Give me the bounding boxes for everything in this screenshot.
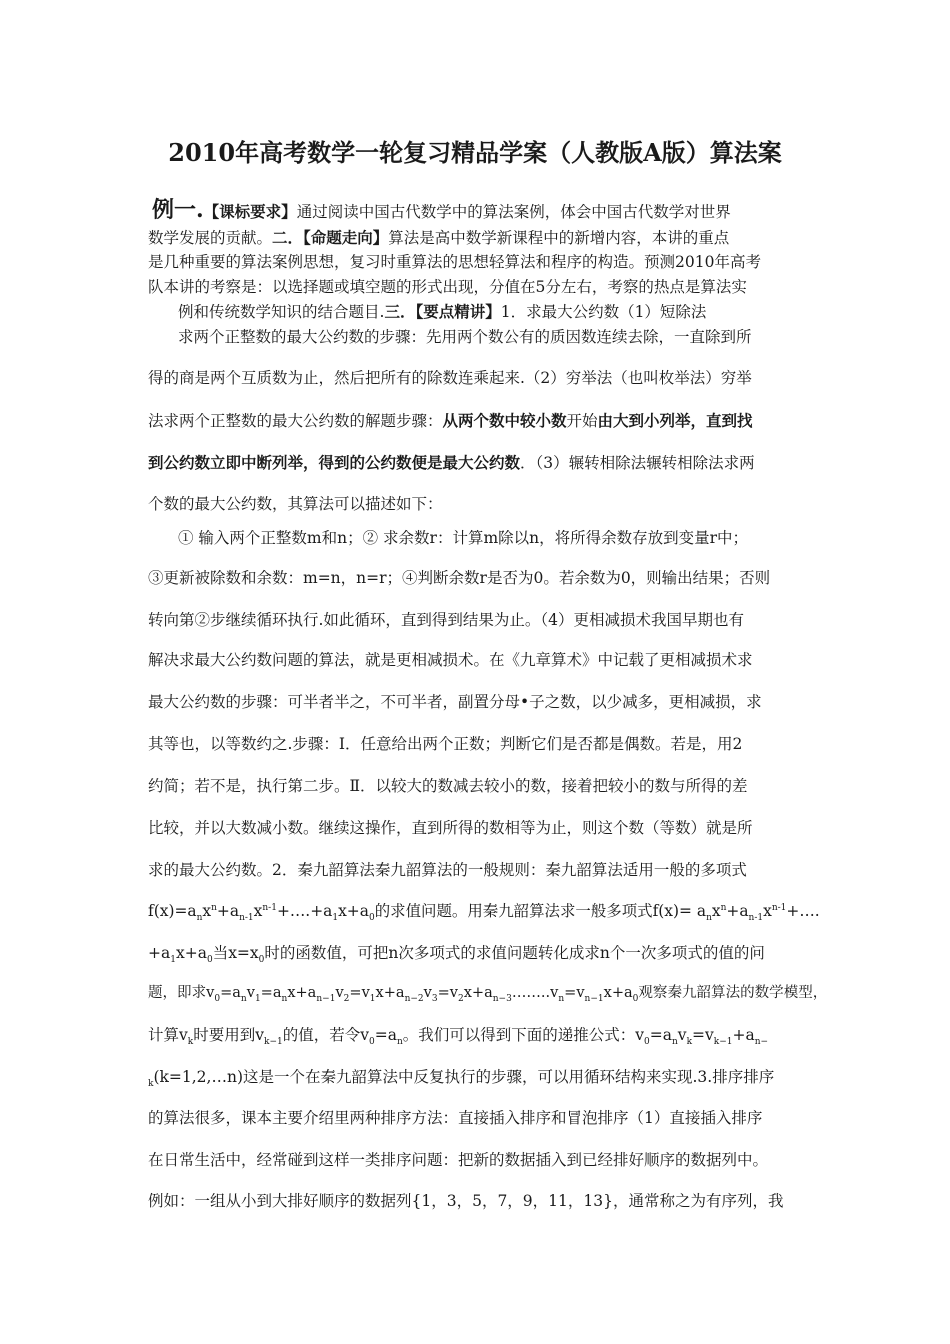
text-run: 的求值问题。用秦九韶算法求一般多项式f(x)= a [374, 902, 707, 920]
text-line [148, 566, 770, 588]
text-run: +…. [786, 902, 820, 920]
text-run: =v [349, 985, 370, 1001]
text-run: 3 [431, 993, 438, 1004]
text-run: n− [754, 1037, 769, 1048]
text-run: 的算法很多，课本主要介绍里两种排序方法：直接插入排序和冒泡排序（1）直接插入排序 [148, 1109, 763, 1127]
text-line [148, 774, 748, 796]
text-run: 例一. [152, 197, 204, 223]
text-run: x+a [175, 944, 207, 962]
text-run: 计算v [148, 1026, 188, 1044]
text-line [148, 608, 744, 630]
text-run: 比较，并以大数减小数。继续这操作，直到所得的数相等为止，则这个数（等数）就是所 [148, 819, 753, 837]
text-run: n-1 [771, 902, 787, 913]
text-run: =a [220, 985, 241, 1001]
text-line [148, 1065, 775, 1090]
text-run: 转向第②步继续循环执行.如此循环，直到得到结果为止。（4）更相减损术我国早期也有 [148, 611, 745, 629]
text-run: 。我们可以得到下面的递推公式：v [402, 1026, 645, 1044]
text-run: +a [148, 944, 171, 962]
text-run: +….+a [276, 902, 333, 920]
text-run: n [196, 913, 203, 924]
text-run: n [720, 902, 727, 913]
text-run: 当x=x [212, 944, 259, 962]
text-run: 1 [170, 955, 176, 966]
text-line [148, 275, 747, 297]
text-line [148, 941, 765, 966]
text-run: n [281, 993, 288, 1004]
text-run: =v [564, 985, 585, 1001]
text-run: 在日常生活中，经常碰到这样一类排序问题：把新的数据插入到已经排好顺序的数据列中。 [148, 1151, 769, 1169]
text-run: ① 输入两个正整数m和n；② 求余数r：计算m除以n，将所得余数存放到变量r中； [178, 529, 749, 547]
text-run: +a [732, 1026, 755, 1044]
text-run: 约简；若不是，执行第二步。Ⅱ．以较大的数减去较小的数，接着把较小的数与所得的差 [148, 777, 748, 795]
text-run: v [335, 985, 344, 1001]
text-run: 最大公约数的步骤：可半者半之，不可半者，副置分母•子之数，以少减多，更相减损，求 [148, 693, 762, 711]
text-run: +a [726, 902, 749, 920]
text-run: n [558, 993, 565, 1004]
text-run: n [396, 1037, 403, 1048]
text-run: n−1 [584, 993, 604, 1004]
text-run: 解决求最大公约数问题的算法，就是更相减损术。在《九章算术》中记载了更相减损术求 [148, 651, 753, 669]
text-run: 0 [644, 1037, 650, 1048]
text-run: 1 [332, 913, 339, 924]
text-run: x [711, 902, 721, 920]
text-line [148, 1023, 769, 1048]
text-run: k−1 [713, 1037, 733, 1048]
text-line [148, 250, 761, 272]
text-run: x [202, 902, 212, 920]
text-run: f(x)=a [148, 902, 197, 920]
text-run: k [148, 1079, 154, 1090]
text-run: 0 [258, 955, 265, 966]
text-run: 开始 [566, 412, 598, 430]
text-run: n-1 [748, 913, 764, 924]
text-line [178, 325, 752, 347]
text-run: v [246, 985, 255, 1001]
text-run: 求的最大公约数。2．秦九韶算法秦九韶算法的一般规则：秦九韶算法适用一般的多项式 [148, 861, 747, 879]
text-run: +a [216, 902, 240, 920]
text-run: =a [649, 1026, 672, 1044]
text-line [148, 451, 755, 473]
text-run: 时要用到v [193, 1026, 264, 1044]
text-run: ……..v [511, 985, 559, 1001]
text-run: 是几种重要的算法案例思想，复习时重算法的思想轻算法和程序的构造。预测2010年高考 [148, 253, 761, 271]
text-line [148, 1106, 762, 1128]
text-run: 法求两个正整数的最大公约数的解题步骤： [148, 412, 443, 430]
text-run: (k=1,2,…n)这是一个在秦九韶算法中反复执行的步骤，可以用循环结构来实现.3.排序排序 [153, 1068, 775, 1086]
text-run: 从两个数中较小数 [442, 411, 567, 430]
text-run: 0 [214, 993, 221, 1004]
text-run: x+a [603, 985, 633, 1001]
text-run: k−1 [264, 1037, 283, 1048]
text-run: n-1 [239, 913, 254, 924]
text-run: n-1 [262, 902, 277, 913]
text-run: 0 [369, 1037, 375, 1048]
text-run: 1 [369, 993, 376, 1004]
text-run: =a [260, 985, 282, 1001]
text-line [148, 981, 827, 1002]
text-run: 算法是高中数学新课程中的新增内容，本讲的重点 [388, 229, 730, 247]
text-run: 的值，若令v [282, 1026, 369, 1044]
text-run: 其等也，以等数约之.步骤：Ⅰ．任意给出两个正数；判断它们是否都是偶数。若是，用2 [148, 735, 743, 753]
text-run: 1．求最大公约数（1）短除法 [500, 303, 707, 321]
text-run: x+a [375, 985, 405, 1001]
text-run: 题，即求v [148, 985, 215, 1001]
text-run: 0 [632, 993, 639, 1004]
text-run: 例和传统数学知识的结合题目. [178, 303, 385, 321]
text-line [148, 816, 753, 838]
text-run: 数学发展的贡献。 [148, 229, 273, 247]
text-line [152, 193, 731, 224]
text-line [178, 300, 706, 322]
text-run: n−1 [316, 993, 336, 1004]
text-line [148, 226, 729, 248]
text-run: =v [437, 985, 458, 1001]
text-run: 时的函数值，可把n次多项式的求值问题转化成求n个一次多项式的值的问 [264, 944, 765, 962]
text-run: x+a [463, 985, 493, 1001]
text-run: 观察秦九韶算法的数学模型， [638, 985, 828, 1001]
text-run: n [211, 902, 217, 913]
text-run: =a [374, 1026, 397, 1044]
text-run: 得的商是两个互质数为止，然后把所有的除数连乘起来.（2）穷举法（也叫枚举法）穷举 [148, 369, 752, 387]
text-run: x [763, 902, 772, 920]
text-line [148, 899, 820, 924]
text-run: v [423, 985, 432, 1001]
text-run: 通过阅读中国古代数学中的算法案例，体会中国古代数学对世界 [296, 203, 731, 221]
text-line [148, 366, 752, 388]
text-run: ③更新被除数和余数：m=n，n=r；④判断余数r是否为0。若余数为0，则输出结果；否则 [148, 569, 771, 587]
text-line [148, 1148, 768, 1170]
text-run: x+a [287, 985, 317, 1001]
text-line [148, 409, 753, 431]
text-run: n−3 [492, 993, 512, 1004]
text-line [148, 732, 742, 754]
text-line [148, 858, 747, 880]
text-run: n [706, 913, 712, 924]
text-run: n−2 [404, 993, 424, 1004]
text-line [148, 492, 443, 514]
text-run: 2 [343, 993, 350, 1004]
text-run: 2 [457, 993, 464, 1004]
text-run: 【课标要求】 [203, 202, 297, 221]
text-run: 例如：一组从小到大排好顺序的数据列{1，3，5，7，9，11，13}，通常称之为有序列，我 [148, 1192, 784, 1210]
text-run: 求两个正整数的最大公约数的步骤：先用两个数公有的质因数连续去除，一直除到所 [178, 328, 752, 346]
text-run: 0 [206, 955, 213, 966]
document-title: 2010年高考数学一轮复习精品学案（人教版A版）算法案 [168, 138, 782, 167]
text-run: 到公约数立即中断列举，得到的公约数便是最大公约数 [148, 453, 521, 472]
text-run: 队本讲的考察是：以选择题或填空题的形式出现，分值在5分左右，考察的热点是算法实 [148, 278, 747, 296]
text-line [148, 690, 762, 712]
text-run: x+a [338, 902, 369, 920]
text-run: k [187, 1037, 194, 1048]
text-run: 二．【命题走向】 [272, 228, 389, 247]
text-run: n [240, 993, 247, 1004]
text-run: x [253, 902, 263, 920]
text-run: 三．【要点精讲】 [384, 302, 501, 321]
text-run: ．（3）辗转相除法辗转相除法求两 [520, 454, 755, 472]
text-run: v [677, 1026, 687, 1044]
text-run: =v [692, 1026, 714, 1044]
text-run: n [672, 1037, 678, 1048]
text-run: 由大到小列举，直到找 [597, 411, 753, 430]
text-line [178, 526, 748, 548]
text-line [148, 648, 753, 670]
text-run: 0 [368, 913, 375, 924]
text-run: 个数的最大公约数，其算法可以描述如下： [148, 495, 443, 513]
text-line [148, 1189, 783, 1211]
text-run: 1 [254, 993, 261, 1004]
text-run: k [686, 1037, 693, 1048]
